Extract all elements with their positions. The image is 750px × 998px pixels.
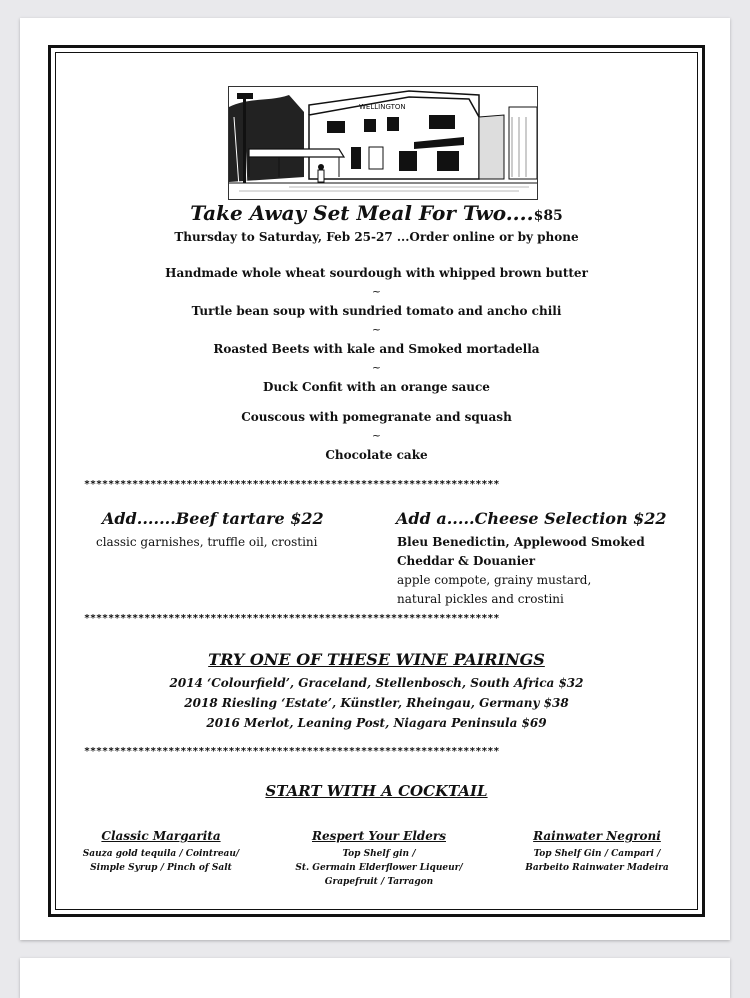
building-sign: WELLINGTON	[359, 103, 406, 111]
wine-item-3: 2016 Merlot, Leaning Post, Niagara Peninsula $69	[206, 716, 547, 730]
course-6: Chocolate cake	[325, 448, 428, 462]
star-divider: *********************************************************************	[84, 479, 500, 490]
menu-border	[48, 45, 705, 917]
cocktail-margarita	[56, 829, 266, 875]
course-separator: ~	[371, 361, 382, 374]
star-divider: *********************************************************************	[84, 613, 500, 624]
menu-title: Take Away Set Meal For Two....	[190, 201, 534, 225]
cocktail-ingredients: St. Germain Elderflower Liqueur/	[295, 863, 463, 873]
cocktail-ingredients: Simple Syrup / Pinch of Salt	[90, 863, 232, 873]
cocktail-name: Rainwater Negroni	[533, 829, 661, 843]
course-3: Roasted Beets with kale and Smoked mortadella	[213, 342, 540, 356]
wine-heading: TRY ONE OF THESE WINE PAIRINGS	[208, 650, 545, 669]
cocktail-rainwater-negroni	[492, 829, 702, 875]
cocktail-ingredients: Grapefruit / Tarragon	[324, 877, 434, 887]
cocktail-ingredients: Sauza gold tequila / Cointreau/	[82, 849, 240, 859]
cocktail-ingredients: Barbeito Rainwater Madeira	[525, 863, 669, 873]
course-4: Duck Confit with an orange sauce	[263, 380, 490, 394]
cocktail-name: Classic Margarita	[101, 829, 221, 843]
course-2: Turtle bean soup with sundried tomato and ancho chili	[191, 304, 562, 318]
menu-page	[20, 18, 730, 940]
addon-beef-title: Add.......Beef tartare $22	[102, 509, 324, 528]
cocktail-ingredients: Top Shelf gin /	[342, 849, 416, 859]
course-1: Handmade whole wheat sourdough with whipped brown butter	[165, 266, 588, 280]
course-separator: ~	[371, 285, 382, 298]
building-sketch	[229, 87, 537, 199]
menu-inner-border	[55, 52, 698, 910]
addon-beef-desc: classic garnishes, truffle oil, crostini	[96, 535, 318, 549]
star-divider: *********************************************************************	[84, 746, 500, 757]
addon-cheese-title: Add a.....Cheese Selection $22	[396, 509, 667, 528]
menu-title-line	[56, 201, 697, 225]
menu-price: $85	[533, 208, 563, 224]
cocktail-name: Respert Your Elders	[312, 829, 446, 843]
next-page-edge	[20, 958, 730, 998]
wine-item-1: 2014 ‘Colourfield’, Graceland, Stellenbosch, South Africa $32	[169, 676, 584, 690]
addon-cheese-desc-1: apple compote, grainy mustard,	[397, 573, 592, 587]
addon-cheese-bold-2: Cheddar & Douanier	[397, 554, 536, 568]
course-5: Couscous with pomegranate and squash	[241, 410, 512, 424]
cocktail-ingredients: Top Shelf Gin / Campari /	[533, 849, 661, 859]
addon-cheese-bold-1: Bleu Benedictin, Applewood Smoked	[397, 535, 645, 549]
menu-subtitle: Thursday to Saturday, Feb 25-27 ...Order online or by phone	[174, 230, 579, 244]
wine-item-2: 2018 Riesling ‘Estate’, Künstler, Rheingau, Germany $38	[184, 696, 569, 710]
addon-cheese-desc-2: natural pickles and crostini	[397, 592, 564, 606]
cocktail-heading: START WITH A COCKTAIL	[265, 782, 488, 800]
course-separator: ~	[371, 429, 382, 442]
course-separator: ~	[371, 323, 382, 336]
restaurant-illustration	[228, 86, 538, 200]
cocktail-respert-your-elders	[274, 829, 484, 889]
